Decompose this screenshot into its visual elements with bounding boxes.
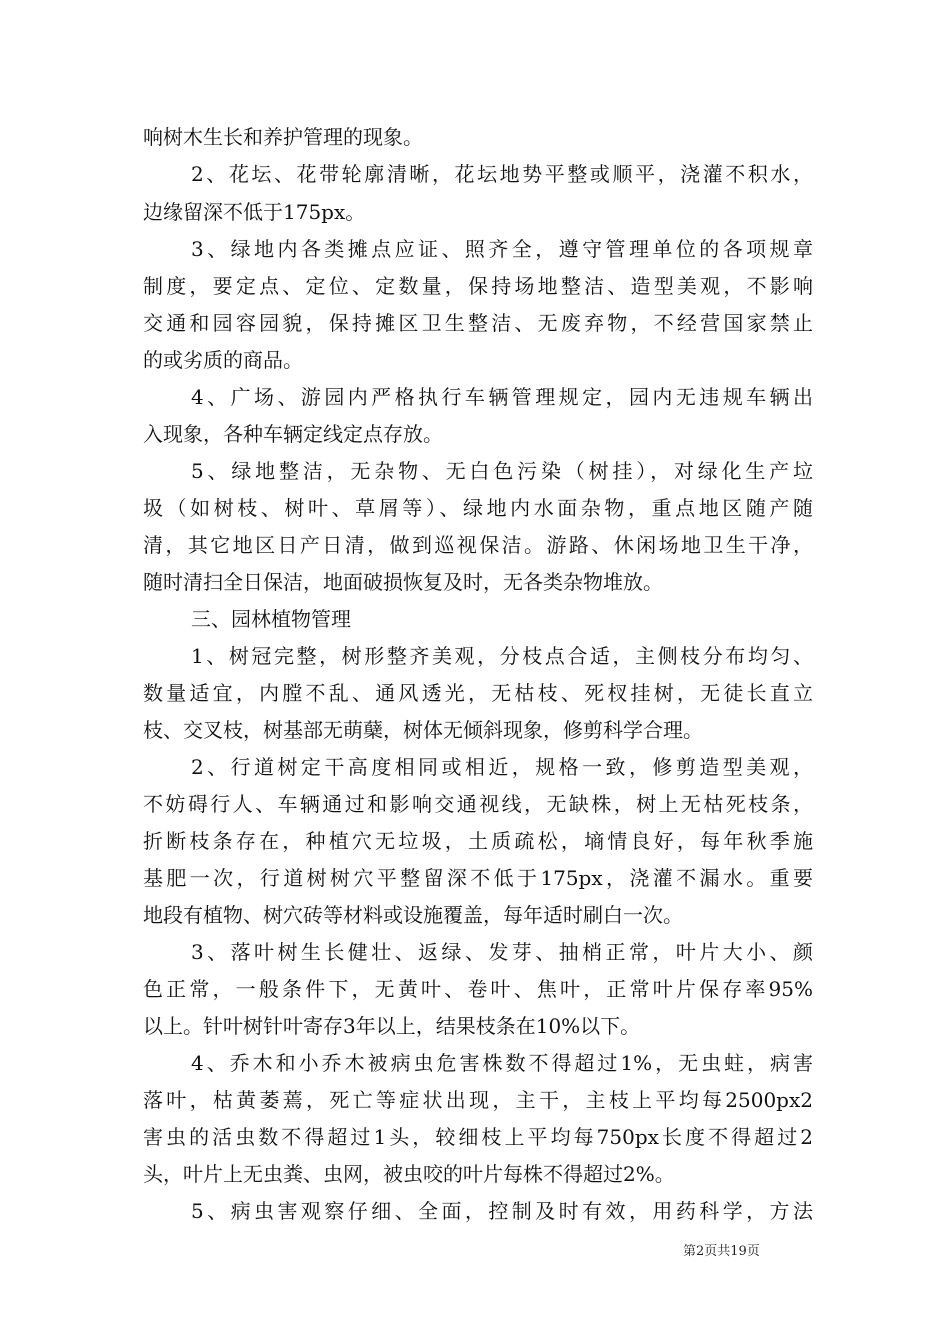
text-line: 2、花坛、花带轮廓清晰，花坛地势平整或顺平，浇灌不积水， bbox=[191, 162, 813, 186]
text-line: 不妨碍行人、车辆通过和影响交通视线，无缺株，树上无枯死枝条， bbox=[143, 792, 813, 816]
section-heading: 三、园林植物管理 bbox=[191, 607, 351, 631]
text-line: 5、病虫害观察仔细、全面，控制及时有效，用药科学，方法 bbox=[191, 1199, 813, 1223]
text-line: 落叶，枯黄萎蔫，死亡等症状出现，主干，主枝上平均每2500px2 bbox=[143, 1088, 813, 1112]
text-line: 折断枝条存在，种植穴无垃圾，土质疏松，墒情良好，每年秋季施 bbox=[143, 829, 813, 853]
text-line: 响树木生长和养护管理的现象。 bbox=[143, 125, 423, 149]
text-line: 4、乔木和小乔木被病虫危害株数不得超过1%，无虫蛀，病害 bbox=[191, 1051, 813, 1075]
page-number: 第2页共19页 bbox=[683, 1244, 760, 1259]
text-line: 3、绿地内各类摊点应证、照齐全，遵守管理单位的各项规章 bbox=[191, 237, 813, 261]
text-line: 3、落叶树生长健壮、返绿、发芽、抽梢正常，叶片大小、颜 bbox=[191, 940, 813, 964]
text-line: 圾（如树枝、树叶、草屑等）、绿地内水面杂物，重点地区随产随 bbox=[143, 496, 813, 520]
text-line: 头，叶片上无虫粪、虫网，被虫咬的叶片每株不得超过2%。 bbox=[143, 1162, 675, 1186]
text-line: 制度，要定点、定位、定数量，保持场地整洁、造型美观，不影响 bbox=[143, 274, 813, 298]
text-line: 以上。针叶树针叶寄存3年以上，结果枝条在10%以下。 bbox=[143, 1014, 641, 1038]
text-line: 的或劣质的商品。 bbox=[143, 348, 303, 372]
text-line: 边缘留深不低于175px。 bbox=[143, 200, 366, 224]
text-line: 数量适宜，内膛不乱、通风透光，无枯枝、死杈挂树，无徒长直立 bbox=[143, 681, 813, 705]
text-line: 5、绿地整洁，无杂物、无白色污染（树挂），对绿化生产垃 bbox=[191, 459, 813, 483]
text-line: 1、树冠完整，树形整齐美观，分枝点合适，主侧枝分布均匀、 bbox=[191, 644, 813, 668]
text-line: 色正常，一般条件下，无黄叶、卷叶、焦叶，正常叶片保存率95% bbox=[143, 977, 813, 1001]
text-line: 枝、交叉枝，树基部无萌蘖，树体无倾斜现象，修剪科学合理。 bbox=[143, 718, 703, 742]
text-line: 害虫的活虫数不得超过1头，较细枝上平均每750px长度不得超过2 bbox=[143, 1125, 813, 1149]
text-line: 地段有植物、树穴砖等材料或设施覆盖，每年适时刷白一次。 bbox=[143, 903, 683, 927]
text-line: 2、行道树定干高度相同或相近，规格一致，修剪造型美观， bbox=[191, 755, 813, 779]
text-line: 交通和园容园貌，保持摊区卫生整洁、无废弃物，不经营国家禁止 bbox=[143, 311, 813, 335]
text-line: 4、广场、游园内严格执行车辆管理规定，园内无违规车辆出 bbox=[191, 385, 813, 409]
text-line: 清，其它地区日产日清，做到巡视保洁。游路、休闲场地卫生干净， bbox=[143, 533, 813, 557]
text-line: 基肥一次，行道树树穴平整留深不低于175px，浇灌不漏水。重要 bbox=[143, 866, 813, 890]
text-line: 入现象，各种车辆定线定点存放。 bbox=[143, 422, 443, 446]
text-line: 随时清扫全日保洁，地面破损恢复及时，无各类杂物堆放。 bbox=[143, 570, 663, 594]
